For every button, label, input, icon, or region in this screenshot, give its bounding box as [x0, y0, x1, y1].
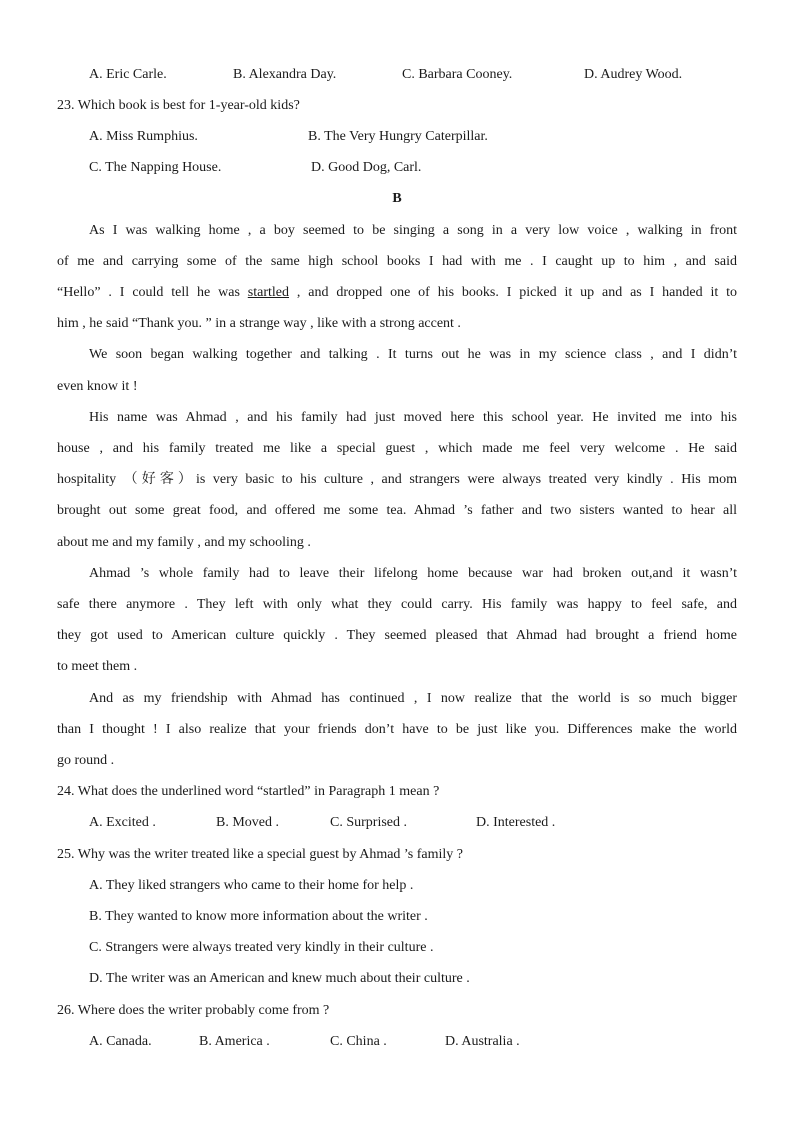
q25-question: 25. Why was the writer treated like a special guest by Ahmad ’s family ?	[57, 847, 464, 862]
section-b-title: B	[392, 191, 402, 206]
passage-p1-line1: As I was walking home , a boy seemed to be singing a song in a very low voice , walking in front	[89, 223, 737, 238]
passage-p5-line3: go round .	[57, 753, 115, 768]
passage-p1-line3-start: “Hello” . I could tell he was	[57, 285, 248, 300]
underlined-word-startled: startled	[247, 285, 289, 300]
q24-option-d: D. Interested .	[476, 815, 556, 830]
q25-option-a: A. They liked strangers who came to their home for help .	[89, 878, 414, 893]
q26-option-b: B. America .	[199, 1034, 270, 1049]
q23-question: 23. Which book is best for 1-year-old kids?	[57, 98, 300, 113]
q24-option-a: A. Excited .	[89, 815, 156, 830]
passage-p4-line1: Ahmad ’s whole family had to leave their lifelong home because war had broken out,and it wasn’t	[89, 566, 737, 581]
q22-option-a: A. Eric Carle.	[89, 67, 167, 82]
q22-option-d: D. Audrey Wood.	[584, 67, 683, 82]
q23-option-c: C. The Napping House.	[89, 160, 222, 175]
passage-p4-line2: safe there anymore . They left with only what they could carry. His family was happy to feel safe, and	[57, 597, 737, 612]
q26-option-c: C. China .	[330, 1034, 387, 1049]
passage-p4-line3: they got used to American culture quickly . They seemed pleased that Ahmad had brought a friend home	[57, 628, 737, 643]
passage-p5-line2: than I thought ! I also realize that your friends don’t have to be just like you. Differences make the world	[57, 722, 737, 737]
passage-p5-line1: And as my friendship with Ahmad has continued , I now realize that the world is so much bigger	[89, 691, 737, 706]
passage-p1-line4: him , he said “Thank you. ” in a strange way , like with a strong accent .	[57, 316, 461, 331]
q24-question: 24. What does the underlined word “startled” in Paragraph 1 mean ?	[57, 784, 440, 799]
passage-p4-line4: to meet them .	[57, 659, 138, 674]
passage-p3-line2: house , and his family treated me like a special guest , which made me feel very welcome . He said	[57, 441, 737, 456]
q25-option-b: B. They wanted to know more information about the writer .	[89, 909, 428, 924]
passage-p3-line5: about me and my family , and my schooling .	[57, 535, 311, 550]
passage-p1-line3-end: , and dropped one of his books. I picked it up and as I handed it to	[289, 285, 737, 300]
q22-option-b: B. Alexandra Day.	[233, 67, 337, 82]
q23-option-d: D. Good Dog, Carl.	[311, 160, 422, 175]
q26-question: 26. Where does the writer probably come from ?	[57, 1003, 330, 1018]
q24-option-c: C. Surprised .	[330, 815, 407, 830]
q26-option-a: A. Canada.	[89, 1034, 152, 1049]
q23-option-b: B. The Very Hungry Caterpillar.	[308, 129, 488, 144]
passage-p2-line1: We soon began walking together and talking . It turns out he was in my science class , and I didn’t	[89, 347, 737, 362]
passage-p3-line1: His name was Ahmad , and his family had just moved here this school year. He invited me into his	[89, 410, 737, 425]
q24-option-b: B. Moved .	[216, 815, 279, 830]
passage-p2-line2: even know it !	[57, 379, 138, 394]
q23-option-a: A. Miss Rumphius.	[89, 129, 198, 144]
passage-p3-line4: brought out some great food, and offered me some tea. Ahmad ’s father and two sisters wanted to hear all	[57, 503, 737, 518]
q26-option-d: D. Australia .	[445, 1034, 520, 1049]
q22-option-c: C. Barbara Cooney.	[402, 67, 513, 82]
q25-option-c: C. Strangers were always treated very kindly in their culture .	[89, 940, 434, 955]
q25-option-d: D. The writer was an American and knew much about their culture .	[89, 971, 470, 986]
passage-p1-line3	[57, 284, 737, 302]
passage-p3-line3: hospitality （好客）is very basic to his culture , and strangers were always treated very kindly . His mom	[57, 472, 737, 487]
passage-p1-line2: of me and carrying some of the same high school books I had with me . I caught up to him , and said	[57, 254, 737, 269]
